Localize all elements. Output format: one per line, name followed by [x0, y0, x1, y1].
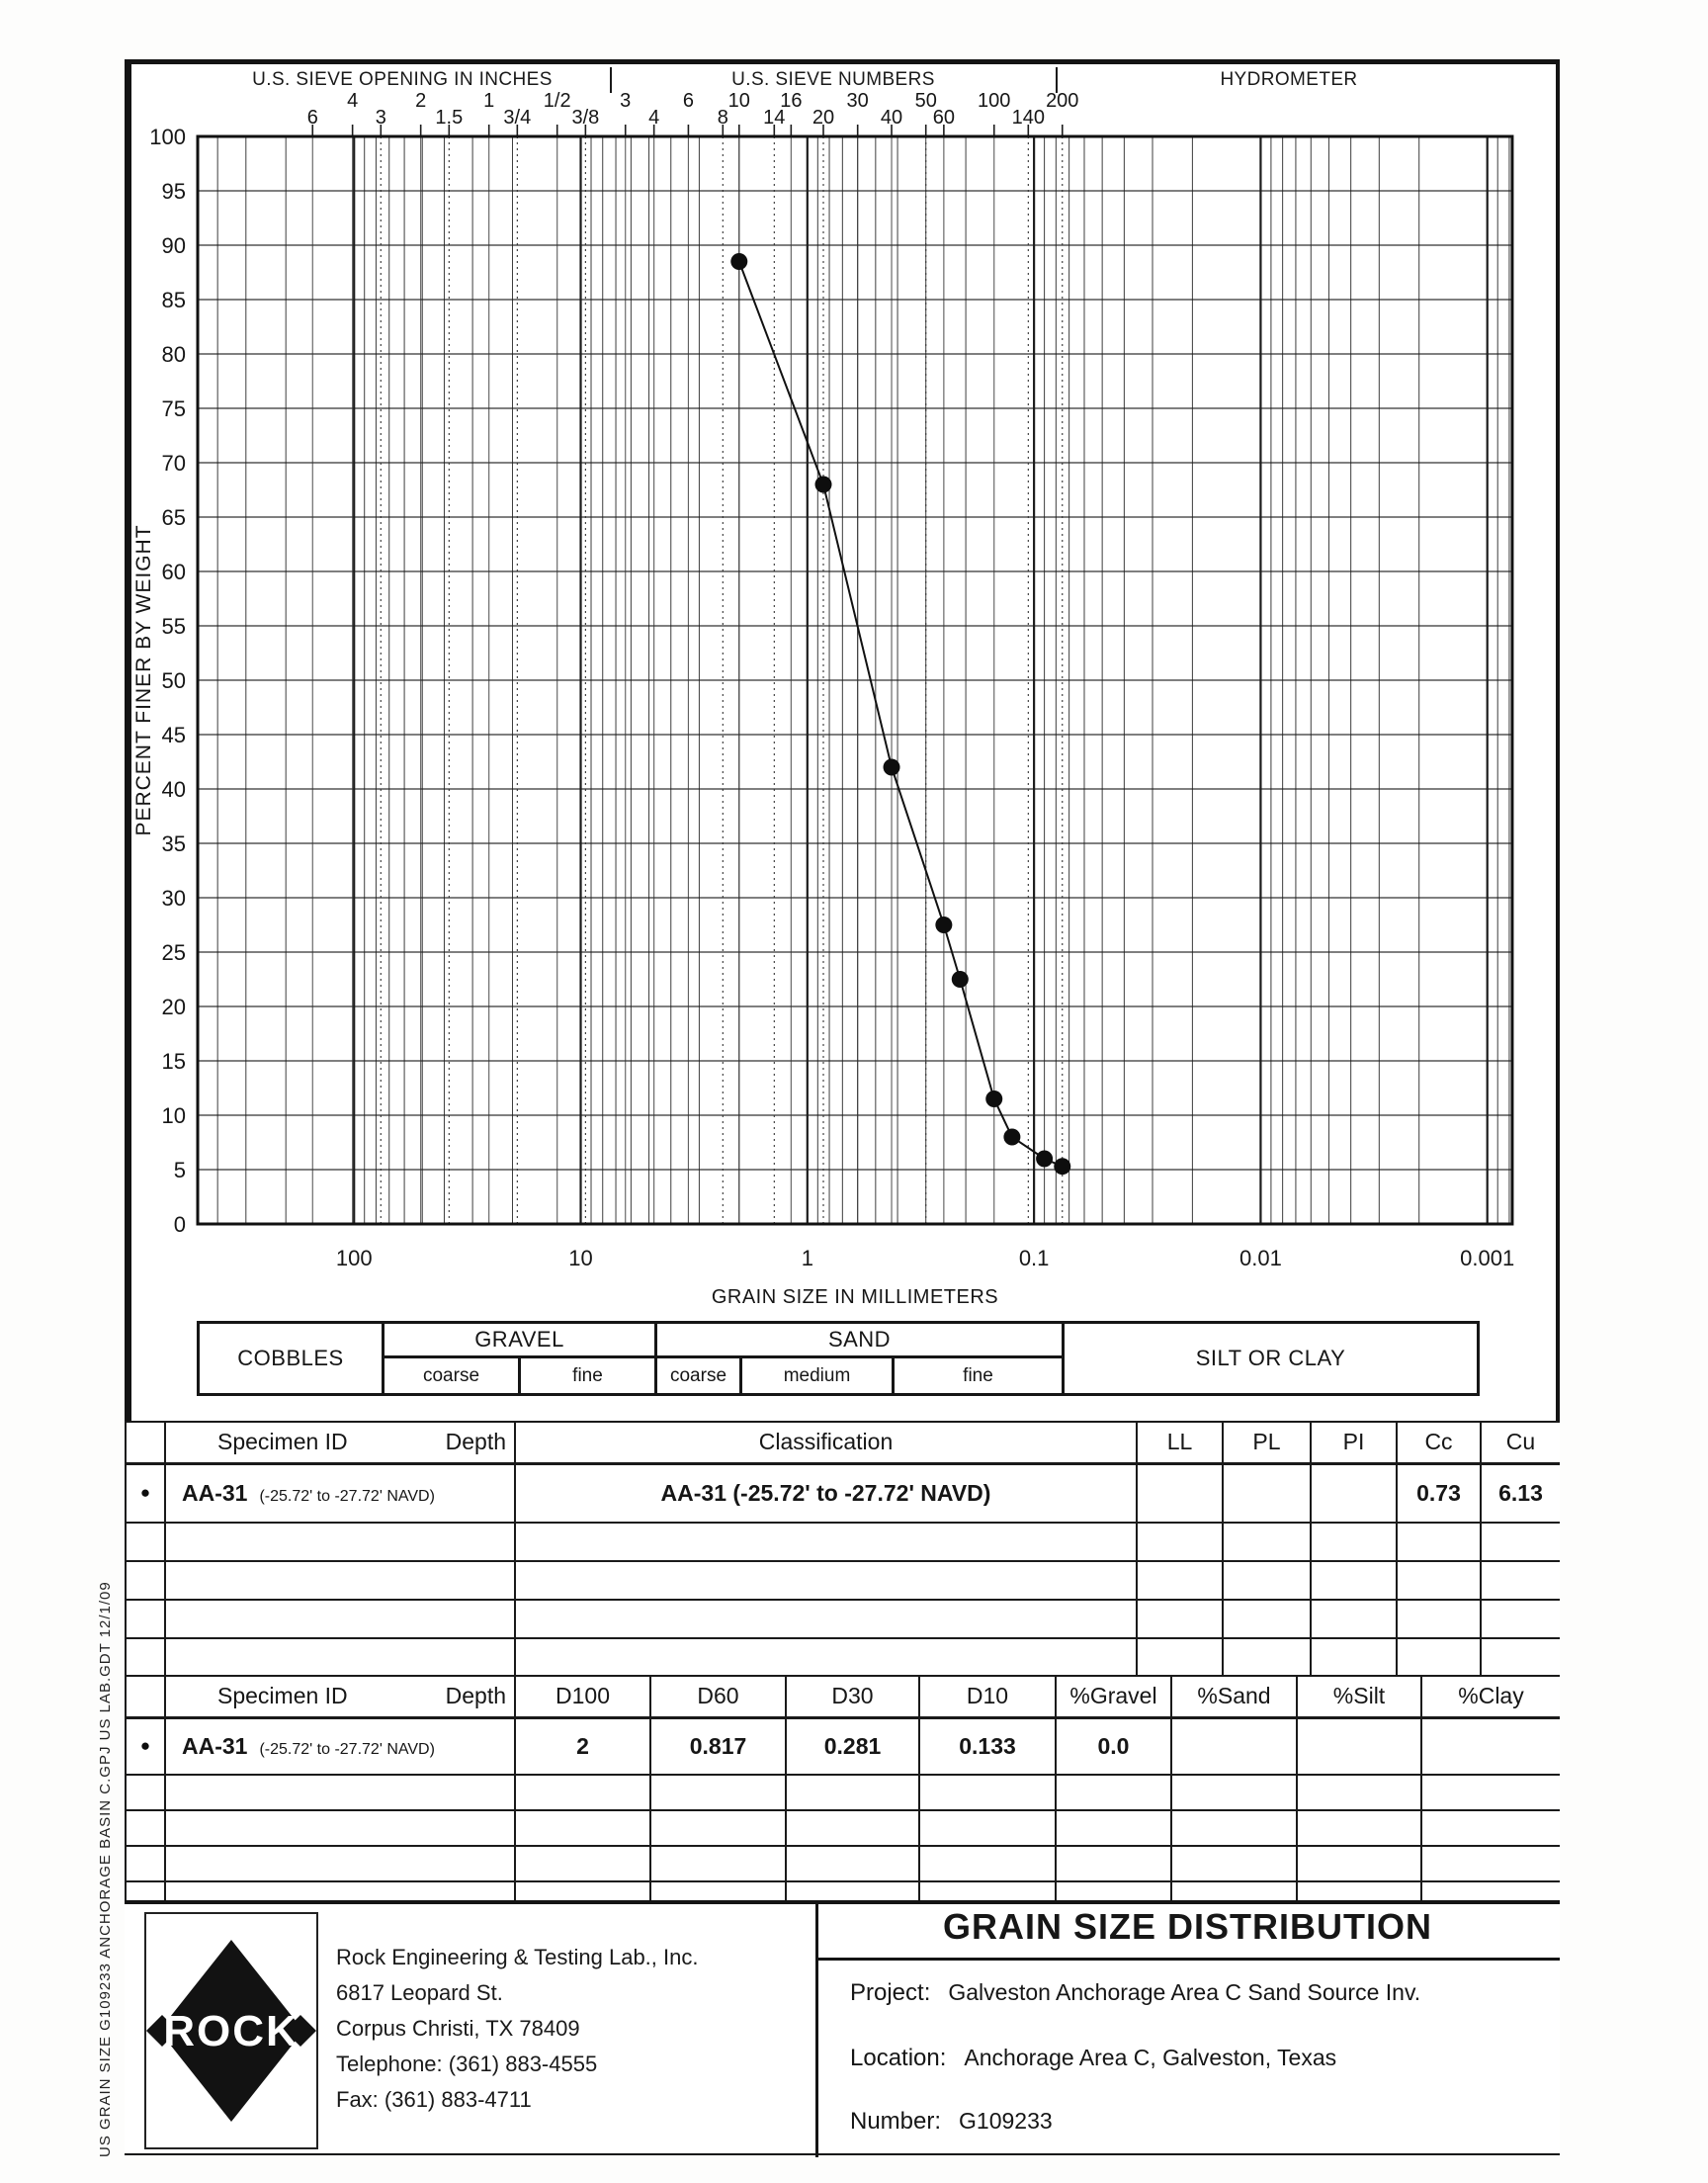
- sieve-number-label: 10: [727, 90, 750, 112]
- marker-column-header: [126, 1676, 165, 1717]
- empty-cell: [1397, 1523, 1481, 1561]
- empty-cell: [165, 1846, 515, 1881]
- data-point: [952, 971, 969, 988]
- empty-cell: [1297, 1775, 1421, 1810]
- empty-cell: [126, 1638, 165, 1675]
- empty-cell: [126, 1810, 165, 1846]
- number-label: Number:: [850, 2108, 942, 2135]
- column-header: D10: [919, 1676, 1056, 1717]
- specimen-depth-cell: [165, 1463, 515, 1523]
- empty-cell: [919, 1810, 1056, 1846]
- y-tick-label: 45: [161, 723, 186, 747]
- column-header-specimen-id: Specimen ID: [217, 1683, 348, 1709]
- empty-cell: [650, 1775, 786, 1810]
- table-cell: [1421, 1717, 1560, 1775]
- project-line: [850, 1979, 1420, 2007]
- column-header: PI: [1311, 1422, 1397, 1463]
- empty-cell: [1421, 1810, 1560, 1846]
- rock-logo-text: ROCK: [163, 2007, 299, 2055]
- empty-cell: [515, 1638, 1137, 1675]
- table-cell: [1311, 1463, 1397, 1523]
- empty-cell: [515, 1881, 650, 1900]
- specimen-depth-cell: [165, 1717, 515, 1775]
- sieve-inch-label: 3: [375, 107, 386, 129]
- top-axis-title-sieve-numbers: U.S. SIEVE NUMBERS: [731, 69, 935, 90]
- empty-cell: [1421, 1846, 1560, 1881]
- empty-cell: [1421, 1775, 1560, 1810]
- empty-cell: [786, 1881, 919, 1900]
- table-cell: [1137, 1463, 1223, 1523]
- empty-cell: [126, 1881, 165, 1900]
- empty-cell: [1397, 1561, 1481, 1600]
- y-tick-label: 90: [161, 233, 186, 258]
- empty-cell: [1481, 1600, 1560, 1638]
- empty-cell: [515, 1810, 650, 1846]
- y-tick-label: 5: [173, 1158, 186, 1182]
- sieve-inch-label: 1: [483, 90, 495, 112]
- empty-cell: [1137, 1561, 1223, 1600]
- sieve-number-label: 200: [1046, 90, 1079, 112]
- empty-cell: [1223, 1600, 1311, 1638]
- column-header: %Sand: [1171, 1676, 1297, 1717]
- sieve-number-label: 40: [880, 107, 903, 129]
- y-tick-label: 85: [161, 288, 186, 312]
- x-tick-label: 0.001: [1460, 1246, 1515, 1270]
- empty-cell: [1056, 1846, 1171, 1881]
- y-tick-label: 40: [161, 777, 186, 802]
- table-cell: AA-31 (-25.72' to -27.72' NAVD): [515, 1463, 1137, 1523]
- rock-logo-icon: [146, 1914, 316, 2147]
- empty-cell: [1297, 1846, 1421, 1881]
- company-name: Rock Engineering & Testing Lab., Inc.: [336, 1945, 699, 1969]
- gravel-coarse-label: coarse: [384, 1358, 521, 1393]
- table-row: [126, 1463, 1560, 1523]
- column-header: Cu: [1481, 1422, 1560, 1463]
- y-tick-label: 25: [161, 940, 186, 965]
- depth-value: (-25.72' to -27.72' NAVD): [259, 1740, 435, 1758]
- footer: [125, 1900, 1560, 2153]
- series-marker-icon: ●: [126, 1463, 165, 1523]
- y-tick-label: 60: [161, 560, 186, 584]
- empty-cell: [1397, 1638, 1481, 1675]
- y-tick-label: 50: [161, 668, 186, 693]
- empty-cell: [1056, 1775, 1171, 1810]
- empty-cell: [1137, 1600, 1223, 1638]
- column-header: %Gravel: [1056, 1676, 1171, 1717]
- gravel-fine-label: fine: [572, 1364, 603, 1386]
- column-header-depth: Depth: [445, 1683, 506, 1709]
- x-axis-title: GRAIN SIZE IN MILLIMETERS: [711, 1286, 999, 1308]
- empty-cell: [165, 1600, 515, 1638]
- column-header: Cc: [1397, 1422, 1481, 1463]
- sieve-number-label: 100: [978, 90, 1011, 112]
- classification-results-table: [125, 1421, 1560, 1675]
- empty-cell: [1481, 1561, 1560, 1600]
- empty-cell: [1297, 1881, 1421, 1900]
- empty-cell: [165, 1775, 515, 1810]
- empty-cell: [126, 1775, 165, 1810]
- column-header: Classification: [515, 1422, 1137, 1463]
- number-value: G109233: [959, 2108, 1053, 2134]
- table-cell: 0.0: [1056, 1717, 1171, 1775]
- gradation-curve: [739, 262, 1063, 1167]
- margin-file-note: US GRAIN SIZE G109233 ANCHORAGE BASIN C.GPJ US LAB.GDT 12/1/09: [97, 1581, 114, 2157]
- marker-column-header: [126, 1422, 165, 1463]
- column-header: D100: [515, 1676, 650, 1717]
- sieve-number-label: 60: [932, 107, 955, 129]
- table-cell: 2: [515, 1717, 650, 1775]
- empty-cell: [786, 1775, 919, 1810]
- empty-cell: [919, 1846, 1056, 1881]
- data-point: [1036, 1151, 1053, 1168]
- empty-cell: [126, 1561, 165, 1600]
- sieve-inch-label: 3/4: [503, 107, 532, 129]
- empty-cell: [515, 1561, 1137, 1600]
- sieve-number-label: 30: [846, 90, 869, 112]
- empty-cell: [1223, 1561, 1311, 1600]
- empty-cell: [1311, 1561, 1397, 1600]
- empty-cell: [919, 1881, 1056, 1900]
- empty-cell: [126, 1600, 165, 1638]
- classification-sand-label: SAND: [657, 1324, 1062, 1358]
- column-header: %Clay: [1421, 1676, 1560, 1717]
- empty-cell: [165, 1638, 515, 1675]
- y-tick-label: 65: [161, 505, 186, 530]
- empty-cell: [1223, 1638, 1311, 1675]
- data-point: [730, 253, 747, 270]
- depth-value: (-25.72' to -27.72' NAVD): [259, 1487, 435, 1505]
- x-tick-label: 10: [568, 1246, 593, 1270]
- empty-cell: [1056, 1881, 1171, 1900]
- table-row: [126, 1717, 1560, 1775]
- specimen-id-value: AA-31: [182, 1732, 248, 1759]
- empty-cell: [1171, 1810, 1297, 1846]
- y-tick-label: 35: [161, 831, 186, 856]
- empty-cell: [1421, 1881, 1560, 1900]
- sieve-number-label: 16: [780, 90, 803, 112]
- sieve-inch-label: 4: [347, 90, 359, 112]
- empty-cell: [165, 1881, 515, 1900]
- x-tick-label: 1: [801, 1246, 813, 1270]
- y-tick-label: 55: [161, 614, 186, 639]
- empty-cell: [1481, 1638, 1560, 1675]
- empty-cell: [1311, 1600, 1397, 1638]
- sieve-inch-label: 6: [306, 107, 318, 129]
- empty-cell: [1171, 1881, 1297, 1900]
- empty-cell: [650, 1846, 786, 1881]
- empty-cell: [1297, 1810, 1421, 1846]
- top-axis-title-sieve-inches: U.S. SIEVE OPENING IN INCHES: [252, 69, 553, 90]
- empty-cell: [515, 1775, 650, 1810]
- sand-medium-label: medium: [742, 1358, 895, 1393]
- empty-cell: [786, 1846, 919, 1881]
- y-tick-label: 15: [161, 1049, 186, 1074]
- classification-cobbles: COBBLES: [200, 1324, 384, 1393]
- table-cell: [1171, 1717, 1297, 1775]
- empty-cell: [1223, 1523, 1311, 1561]
- empty-cell: [515, 1523, 1137, 1561]
- empty-cell: [515, 1846, 650, 1881]
- sieve-number-label: 50: [914, 90, 937, 112]
- sieve-inch-label: 3/8: [571, 107, 600, 129]
- y-tick-label: 95: [161, 179, 186, 204]
- table-cell: 0.817: [650, 1717, 786, 1775]
- number-line: [850, 2108, 1053, 2136]
- sieve-number-label: 8: [717, 107, 728, 129]
- results-table: [125, 1421, 1560, 1675]
- location-value: Anchorage Area C, Galveston, Texas: [964, 2045, 1337, 2070]
- report-title: GRAIN SIZE DISTRIBUTION: [942, 1906, 1432, 1947]
- y-tick-label: 75: [161, 396, 186, 421]
- column-header: D30: [786, 1676, 919, 1717]
- sieve-number-label: 140: [1011, 107, 1046, 129]
- empty-cell: [1056, 1810, 1171, 1846]
- empty-cell: [126, 1523, 165, 1561]
- table-cell: [1223, 1463, 1311, 1523]
- location-label: Location:: [850, 2045, 947, 2071]
- empty-cell: [126, 1846, 165, 1881]
- empty-cell: [165, 1561, 515, 1600]
- location-line: [850, 2045, 1336, 2072]
- y-axis-title: PERCENT FINER BY WEIGHT: [132, 524, 155, 836]
- empty-cell: [650, 1810, 786, 1846]
- sieve-number-label: 6: [682, 90, 694, 112]
- empty-table-row: [126, 1523, 1560, 1561]
- project-value: Galveston Anchorage Area C Sand Source Inv.: [948, 1979, 1421, 2005]
- y-tick-label: 100: [149, 125, 186, 149]
- data-point: [884, 759, 900, 776]
- empty-cell: [165, 1810, 515, 1846]
- x-tick-label: 100: [335, 1246, 373, 1270]
- classification-sand: [657, 1324, 1065, 1393]
- table-cell: 0.281: [786, 1717, 919, 1775]
- data-point: [935, 917, 952, 933]
- table-cell: 0.73: [1397, 1463, 1481, 1523]
- sieve-inch-label: 2: [415, 90, 427, 112]
- empty-table-row: [126, 1561, 1560, 1600]
- empty-table-row: [126, 1881, 1560, 1900]
- company-logo: [144, 1912, 318, 2149]
- empty-cell: [1311, 1523, 1397, 1561]
- table-cell: 6.13: [1481, 1463, 1560, 1523]
- empty-table-row: [126, 1600, 1560, 1638]
- series-marker-icon: ●: [126, 1717, 165, 1775]
- data-point: [815, 477, 832, 493]
- empty-cell: [786, 1810, 919, 1846]
- specimen-depth-header: [165, 1676, 515, 1717]
- empty-cell: [1481, 1523, 1560, 1561]
- empty-table-row: [126, 1775, 1560, 1810]
- column-header: PL: [1223, 1422, 1311, 1463]
- table-cell: [1297, 1717, 1421, 1775]
- sieve-inch-label: 1/2: [543, 90, 571, 112]
- company-address: [336, 1940, 698, 2118]
- column-header: D60: [650, 1676, 786, 1717]
- specimen-id-value: AA-31: [182, 1479, 248, 1506]
- empty-cell: [1137, 1523, 1223, 1561]
- empty-table-row: [126, 1846, 1560, 1881]
- column-header-specimen-id: Specimen ID: [217, 1429, 348, 1455]
- project-label: Project:: [850, 1979, 931, 2006]
- company-phone: Telephone: (361) 883-4555: [336, 2052, 598, 2076]
- empty-table-row: [126, 1638, 1560, 1675]
- empty-cell: [1137, 1638, 1223, 1675]
- x-tick-label: 0.1: [1018, 1246, 1050, 1270]
- classification-silt-or-clay: SILT OR CLAY: [1195, 1346, 1346, 1370]
- empty-cell: [515, 1600, 1137, 1638]
- empty-cell: [919, 1775, 1056, 1810]
- empty-cell: [1171, 1775, 1297, 1810]
- x-tick-label: 0.01: [1239, 1246, 1282, 1270]
- top-axis-title-hydrometer: HYDROMETER: [1220, 69, 1358, 90]
- sieve-inch-label: 1.5: [435, 107, 464, 129]
- title-underline: [815, 1958, 1560, 1961]
- data-point: [1054, 1158, 1070, 1175]
- sieve-number-label: 3: [620, 90, 632, 112]
- sand-coarse-label: coarse: [657, 1358, 742, 1393]
- classification-gravel-label: GRAVEL: [384, 1324, 654, 1358]
- sieve-number-label: 4: [648, 107, 660, 129]
- column-header: LL: [1137, 1422, 1223, 1463]
- column-header-depth: Depth: [445, 1429, 506, 1455]
- column-header: %Silt: [1297, 1676, 1421, 1717]
- y-tick-label: 70: [161, 451, 186, 476]
- sieve-number-label: 20: [811, 107, 835, 129]
- empty-cell: [1311, 1638, 1397, 1675]
- specimen-depth-header: [165, 1422, 515, 1463]
- y-tick-label: 30: [161, 886, 186, 911]
- sand-fine-label: fine: [963, 1364, 993, 1386]
- company-street: 6817 Leopard St.: [336, 1980, 503, 2005]
- empty-table-row: [126, 1810, 1560, 1846]
- results-table: [125, 1675, 1560, 1900]
- empty-cell: [1397, 1600, 1481, 1638]
- empty-cell: [165, 1523, 515, 1561]
- table-cell: 0.133: [919, 1717, 1056, 1775]
- y-tick-label: 0: [173, 1212, 186, 1237]
- company-fax: Fax: (361) 883-4711: [336, 2087, 532, 2112]
- company-city: Corpus Christi, TX 78409: [336, 2016, 580, 2041]
- classification-gravel: [384, 1324, 657, 1393]
- empty-cell: [650, 1881, 786, 1900]
- gradation-results-table: [125, 1675, 1560, 1900]
- empty-cell: [1171, 1846, 1297, 1881]
- data-point: [985, 1091, 1002, 1107]
- data-point: [1003, 1129, 1020, 1146]
- soil-classification-bar: [197, 1321, 1480, 1396]
- y-tick-label: 20: [161, 995, 186, 1019]
- y-tick-label: 10: [161, 1103, 186, 1128]
- y-tick-label: 80: [161, 342, 186, 367]
- sieve-number-label: 14: [763, 107, 786, 129]
